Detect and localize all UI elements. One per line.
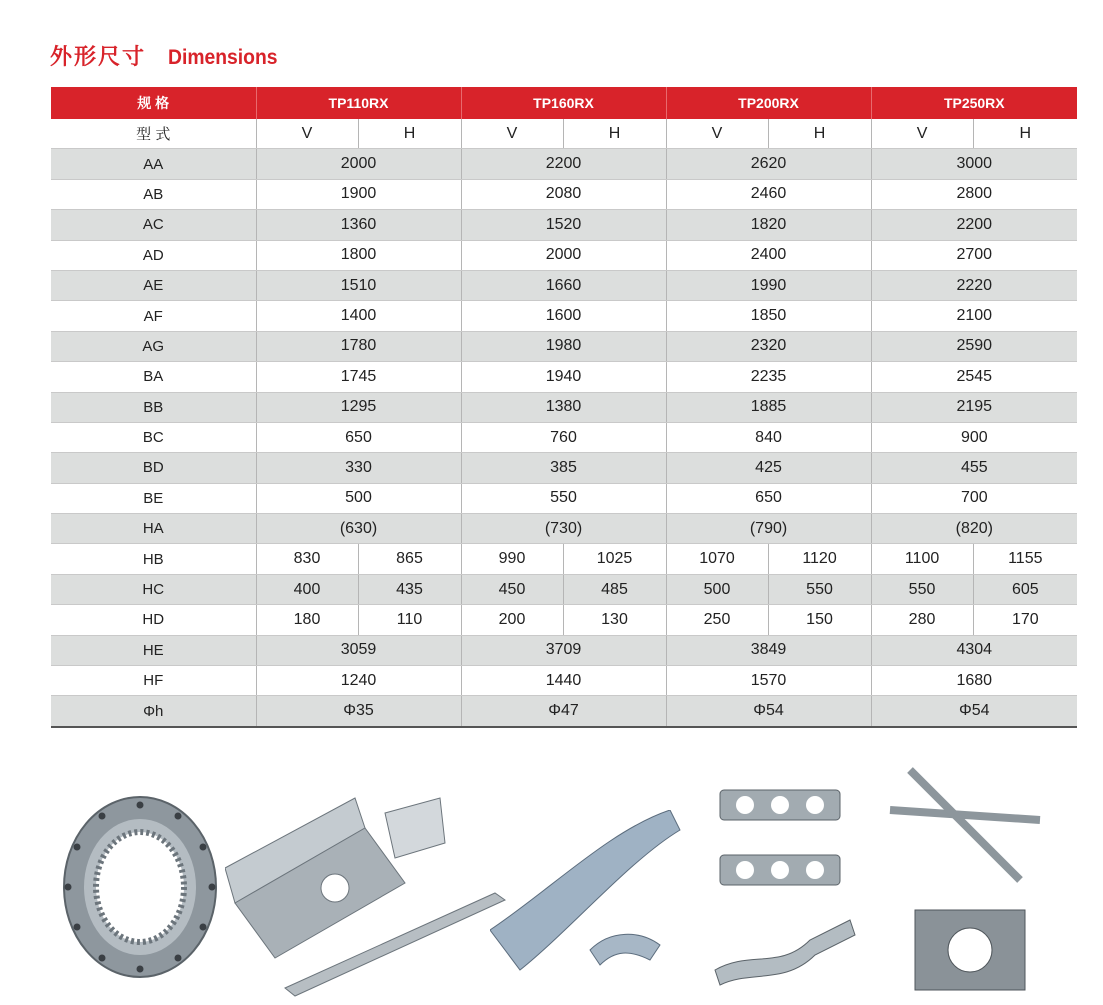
table-cell: 280 (871, 605, 973, 635)
type-cell: H (563, 119, 666, 149)
spec-header-row (51, 87, 1077, 119)
table-cell: 4304 (871, 635, 1077, 665)
table-row (51, 605, 1077, 635)
row-label: AE (51, 270, 256, 300)
type-cell: H (358, 119, 461, 149)
table-cell: 2235 (666, 362, 871, 392)
table-cell: Φ54 (666, 696, 871, 727)
title-chinese: 外形尺寸 (50, 45, 147, 70)
table-cell: 550 (768, 574, 871, 604)
table-cell: (790) (666, 514, 871, 544)
frame-bracket-image (870, 750, 1070, 1000)
type-cell: V (461, 119, 563, 149)
table-cell: Φ35 (256, 696, 461, 727)
table-cell: 1745 (256, 362, 461, 392)
row-label: HE (51, 635, 256, 665)
row-label: HF (51, 666, 256, 696)
table-row (51, 210, 1077, 240)
table-cell: 1850 (666, 301, 871, 331)
table-cell: 500 (256, 483, 461, 513)
row-label: AD (51, 240, 256, 270)
table-row (51, 149, 1077, 179)
table-cell: 200 (461, 605, 563, 635)
table-cell: 650 (256, 422, 461, 452)
row-label: AB (51, 179, 256, 209)
table-cell: 2620 (666, 149, 871, 179)
table-cell: 1980 (461, 331, 666, 361)
row-label: AC (51, 210, 256, 240)
table-cell: 3059 (256, 635, 461, 665)
row-label: HC (51, 574, 256, 604)
table-cell: 1295 (256, 392, 461, 422)
table-row (51, 666, 1077, 696)
table-cell: 1885 (666, 392, 871, 422)
table-cell: (730) (461, 514, 666, 544)
table-cell: 1820 (666, 210, 871, 240)
table-cell: 1900 (256, 179, 461, 209)
table-cell: 2545 (871, 362, 1077, 392)
table-row (51, 301, 1077, 331)
table-cell: 435 (358, 574, 461, 604)
model-header: TP200RX (666, 87, 871, 119)
table-cell: 425 (666, 453, 871, 483)
row-label: AF (51, 301, 256, 331)
table-cell: 1240 (256, 666, 461, 696)
row-label: BC (51, 422, 256, 452)
table-cell: 2000 (256, 149, 461, 179)
hole-plate-image (710, 770, 860, 990)
row-label: HB (51, 544, 256, 574)
table-cell: (820) (871, 514, 1077, 544)
table-row (51, 422, 1077, 452)
table-cell: 1155 (973, 544, 1077, 574)
row-label: BE (51, 483, 256, 513)
table-cell: 330 (256, 453, 461, 483)
table-cell: (630) (256, 514, 461, 544)
table-cell: 550 (461, 483, 666, 513)
table-cell: 605 (973, 574, 1077, 604)
table-cell: 485 (563, 574, 666, 604)
table-cell: 1360 (256, 210, 461, 240)
type-label: 型 式 (51, 119, 256, 149)
row-label: BA (51, 362, 256, 392)
table-cell: 2320 (666, 331, 871, 361)
table-cell: Φ54 (871, 696, 1077, 727)
table-cell: 1520 (461, 210, 666, 240)
type-cell: H (973, 119, 1077, 149)
table-row (51, 696, 1077, 727)
table-cell: 3000 (871, 149, 1077, 179)
type-cell: H (768, 119, 871, 149)
table-cell: 760 (461, 422, 666, 452)
table-cell: 2100 (871, 301, 1077, 331)
table-cell: 3849 (666, 635, 871, 665)
table-cell: 1025 (563, 544, 666, 574)
table-cell: 1120 (768, 544, 871, 574)
row-label: HA (51, 514, 256, 544)
table-cell: 700 (871, 483, 1077, 513)
table-cell: 1570 (666, 666, 871, 696)
table-cell: 2400 (666, 240, 871, 270)
table-cell: 990 (461, 544, 563, 574)
table-row (51, 544, 1077, 574)
table-row (51, 514, 1077, 544)
table-cell: 2000 (461, 240, 666, 270)
table-cell: 1780 (256, 331, 461, 361)
spec-label: 规 格 (51, 87, 256, 119)
table-cell: 2460 (666, 179, 871, 209)
table-cell: 3709 (461, 635, 666, 665)
model-header: TP160RX (461, 87, 666, 119)
table-cell: 500 (666, 574, 768, 604)
row-label: HD (51, 605, 256, 635)
table-row (51, 240, 1077, 270)
table-row (51, 270, 1077, 300)
table-cell: 2200 (461, 149, 666, 179)
table-cell: 1100 (871, 544, 973, 574)
page-title (50, 40, 287, 71)
table-cell: 385 (461, 453, 666, 483)
table-row (51, 331, 1077, 361)
table-row (51, 392, 1077, 422)
type-cell: V (666, 119, 768, 149)
table-row (51, 179, 1077, 209)
model-header: TP250RX (871, 87, 1077, 119)
type-cell: V (256, 119, 358, 149)
table-cell: 900 (871, 422, 1077, 452)
table-cell: 2590 (871, 331, 1077, 361)
table-cell: Φ47 (461, 696, 666, 727)
slewing-ring-image (60, 792, 220, 982)
table-cell: 180 (256, 605, 358, 635)
table-cell: 130 (563, 605, 666, 635)
row-label: BB (51, 392, 256, 422)
table-row (51, 635, 1077, 665)
table-row (51, 362, 1077, 392)
table-cell: 2080 (461, 179, 666, 209)
table-cell: 1380 (461, 392, 666, 422)
table-cell: 2195 (871, 392, 1077, 422)
table-cell: 1660 (461, 270, 666, 300)
title-english: Dimensions (168, 46, 278, 69)
table-cell: 455 (871, 453, 1077, 483)
table-cell: 150 (768, 605, 871, 635)
table-cell: 1600 (461, 301, 666, 331)
table-row (51, 453, 1077, 483)
row-label: AA (51, 149, 256, 179)
table-cell: 830 (256, 544, 358, 574)
table-cell: 2220 (871, 270, 1077, 300)
table-cell: 400 (256, 574, 358, 604)
table-row (51, 483, 1077, 513)
table-cell: 2700 (871, 240, 1077, 270)
dimensions-table (51, 87, 1077, 728)
table-cell: 865 (358, 544, 461, 574)
table-cell: 650 (666, 483, 871, 513)
row-label: BD (51, 453, 256, 483)
table-row (51, 574, 1077, 604)
type-row (51, 119, 1077, 149)
table-cell: 1990 (666, 270, 871, 300)
table-cell: 1510 (256, 270, 461, 300)
table-cell: 1440 (461, 666, 666, 696)
table-cell: 1800 (256, 240, 461, 270)
table-cell: 840 (666, 422, 871, 452)
table-cell: 250 (666, 605, 768, 635)
curved-bracket-image (490, 810, 690, 1000)
model-header: TP110RX (256, 87, 461, 119)
table-cell: 2200 (871, 210, 1077, 240)
table-cell: 170 (973, 605, 1077, 635)
row-label: Φh (51, 696, 256, 727)
type-cell: V (871, 119, 973, 149)
table-cell: 110 (358, 605, 461, 635)
product-photos (50, 740, 1090, 1005)
table-cell: 1680 (871, 666, 1077, 696)
row-label: AG (51, 331, 256, 361)
table-cell: 450 (461, 574, 563, 604)
table-cell: 1940 (461, 362, 666, 392)
table-cell: 1400 (256, 301, 461, 331)
table-cell: 550 (871, 574, 973, 604)
table-cell: 1070 (666, 544, 768, 574)
table-cell: 2800 (871, 179, 1077, 209)
